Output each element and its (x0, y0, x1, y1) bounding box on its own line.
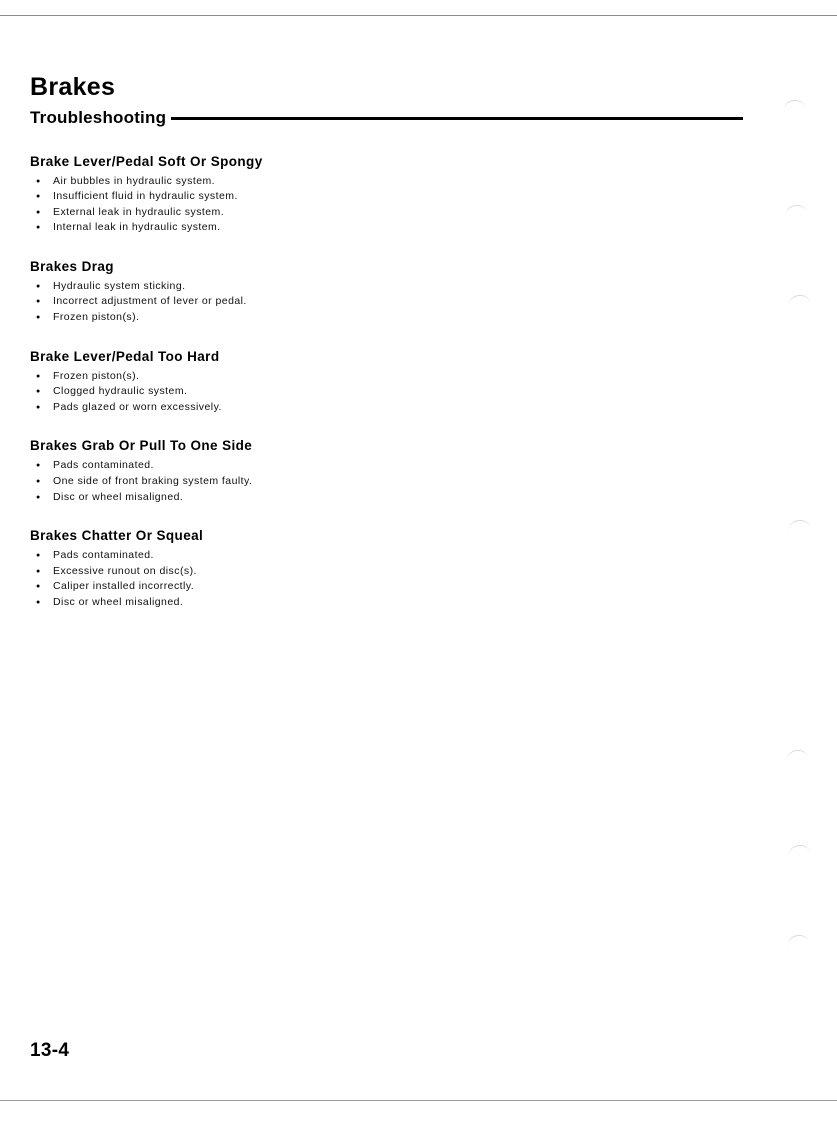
scan-artifact (787, 519, 810, 532)
symptom-cause-list (30, 369, 750, 416)
scan-artifact (782, 99, 805, 112)
list-item: ● Excessive runout on disc(s). (30, 564, 750, 580)
section-title: Troubleshooting (30, 107, 167, 127)
header-rule (171, 117, 743, 120)
scan-artifact (786, 934, 809, 947)
scan-artifact (785, 749, 808, 762)
list-item: ● Pads contaminated. (30, 548, 750, 564)
block-heading: Brakes Chatter Or Squeal (30, 528, 204, 544)
list-item: ● Incorrect adjustment of lever or pedal. (30, 294, 750, 310)
troubleshooting-block (30, 438, 750, 505)
symptom-cause-list (30, 458, 750, 505)
scan-edge-top (0, 0, 837, 16)
list-item: ● Pads glazed or worn excessively. (30, 400, 750, 416)
list-item: ● One side of front braking system faulty. (30, 474, 750, 490)
list-item: ● External leak in hydraulic system. (30, 205, 750, 221)
block-heading: Brakes Grab Or Pull To One Side (30, 438, 253, 454)
symptom-cause-list (30, 548, 750, 610)
list-item: ● Pads contaminated. (30, 458, 750, 474)
block-heading: Brake Lever/Pedal Soft Or Spongy (30, 153, 263, 169)
block-heading: Brake Lever/Pedal Too Hard (30, 348, 220, 364)
block-heading: Brakes Drag (30, 258, 114, 274)
troubleshooting-block (30, 259, 750, 326)
list-item: ● Clogged hydraulic system. (30, 384, 750, 400)
scan-artifact (787, 844, 810, 857)
list-item: ● Insufficient fluid in hydraulic system. (30, 189, 750, 205)
list-item: ● Caliper installed incorrectly. (30, 579, 750, 595)
list-item: ● Disc or wheel misaligned. (30, 490, 750, 506)
list-item: ● Disc or wheel misaligned. (30, 595, 750, 611)
troubleshooting-block (30, 528, 750, 610)
document-content (30, 74, 750, 634)
symptom-cause-list (30, 174, 750, 236)
list-item: ● Internal leak in hydraulic system. (30, 220, 750, 236)
troubleshooting-block (30, 154, 750, 236)
scan-artifact (787, 294, 810, 307)
list-item: ● Air bubbles in hydraulic system. (30, 174, 750, 190)
troubleshooting-block (30, 349, 750, 416)
scan-edge-bottom (0, 1100, 837, 1101)
list-item: ● Frozen piston(s). (30, 369, 750, 385)
scan-artifact (784, 204, 807, 217)
section-header (30, 108, 743, 128)
symptom-cause-list (30, 279, 750, 326)
list-item: ● Hydraulic system sticking. (30, 279, 750, 295)
page-title: Brakes (30, 73, 116, 101)
list-item: ● Frozen piston(s). (30, 310, 750, 326)
page-number: 13-4 (30, 1040, 70, 1061)
